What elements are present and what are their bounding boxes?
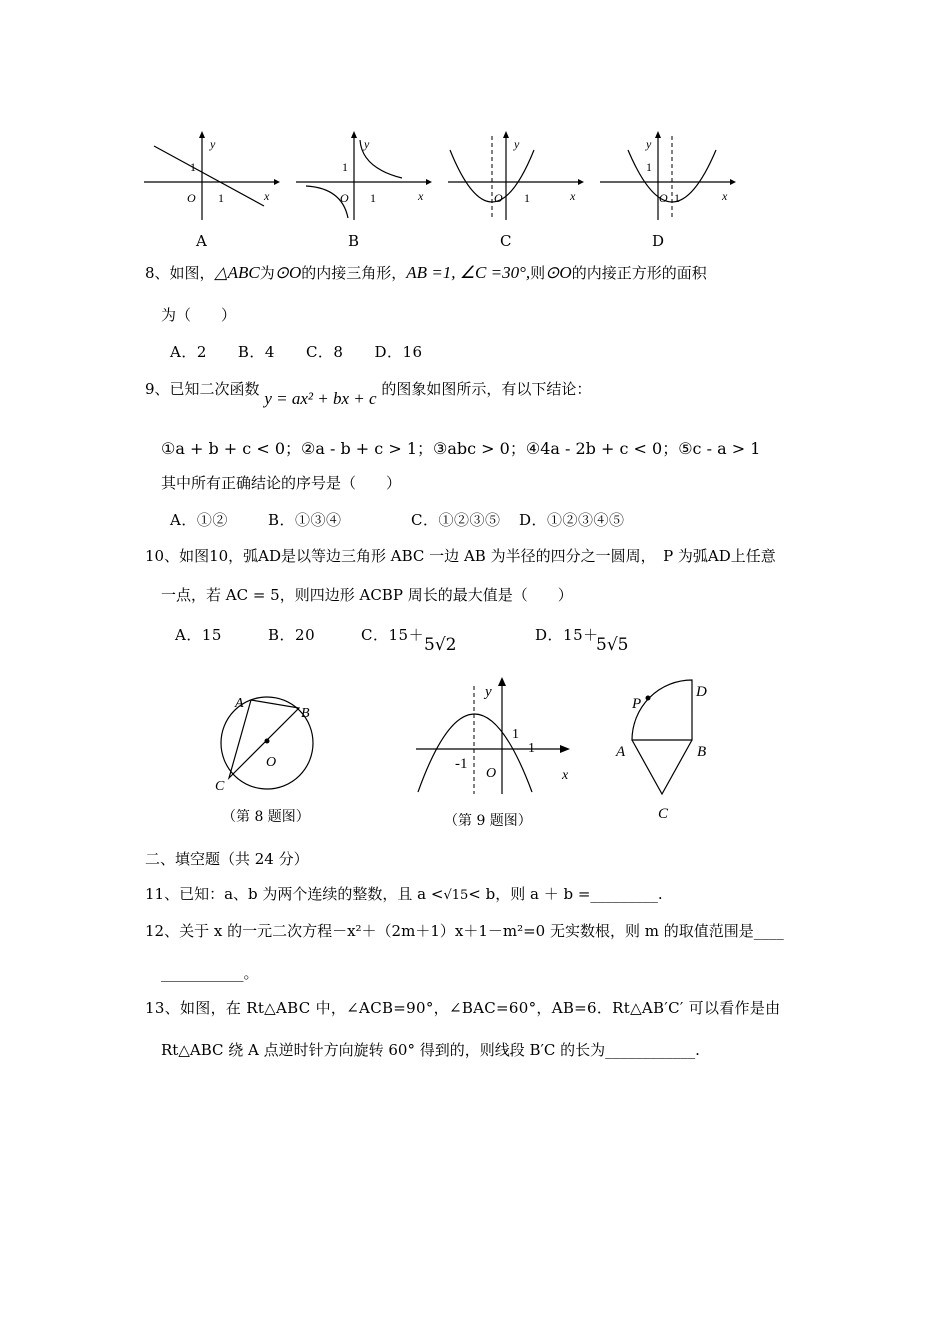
- graph-label-a: A: [196, 232, 207, 250]
- axis-y-label: y: [514, 137, 520, 151]
- q11-text: .: [657, 885, 663, 903]
- question-10-line1: 10、如图10，弧AD是以等边三角形 ABC 一边 AB 为半径的四分之一圆周， P 为弧AD上任意: [145, 547, 776, 565]
- point-c-label: C: [658, 806, 669, 822]
- question-9-option-c: C．①②③⑤: [411, 511, 501, 529]
- graph-label-c: C: [500, 232, 512, 250]
- axis-y-label: y: [210, 137, 216, 151]
- figure-9: [410, 676, 575, 796]
- point-b-label: B: [301, 706, 310, 721]
- question-10-option-c-radical: 5√2: [424, 635, 457, 655]
- q9-text: 的图象如图所示，有以下结论：: [381, 380, 592, 398]
- q11-answer-blank: _________: [590, 885, 658, 903]
- question-11: [145, 883, 663, 904]
- origin-label: O: [659, 191, 668, 205]
- question-8-options: A．2 B．4 C．8 D．16: [170, 343, 423, 361]
- section-2-heading: 二、填空题（共 24 分）: [145, 850, 309, 868]
- q9-text: 9、已知二次函数: [145, 380, 260, 398]
- origin-label: O: [340, 191, 349, 205]
- axis-y-label: y: [646, 137, 652, 151]
- question-13-line2: Rt△ABC 绕 A 点逆时针方向旋转 60° 得到的，则线段 B′C 的长为____________.: [161, 1041, 700, 1059]
- question-10-option-a: A．15: [175, 626, 222, 644]
- q8-text: 则: [530, 264, 546, 282]
- question-10-option-d: D．15＋: [535, 626, 599, 644]
- y-one-label: 1: [190, 160, 196, 174]
- q8-text: 8、如图，: [145, 264, 215, 282]
- x-one-label: 1: [524, 191, 530, 205]
- axis-y-label: y: [364, 137, 370, 151]
- point-a-label: A: [616, 744, 626, 760]
- question-9-option-a: A．①②: [170, 511, 228, 529]
- question-9-line3: 其中所有正确结论的序号是（ ）: [161, 474, 402, 492]
- question-9-option-b: B．①③④: [268, 511, 342, 529]
- q8-triangle: △ABC: [214, 263, 260, 282]
- fig9-y-one-label: 1: [512, 727, 519, 742]
- question-8-line1: [145, 262, 707, 283]
- point-p-label: P: [632, 696, 642, 712]
- q9-function: y = ax² + bx + c: [264, 389, 377, 408]
- origin-label: O: [187, 191, 196, 205]
- point-c-label: C: [215, 779, 225, 794]
- question-9-conclusions: ①a + b + c < 0；②a - b + c > 1；③abc > 0；④4a - 2b + c < 0；⑤c - a > 1: [161, 439, 761, 458]
- question-10-option-c: C．15＋: [361, 626, 425, 644]
- graph-d: [596, 128, 736, 223]
- x-one-label: 1: [370, 191, 376, 205]
- question-10-option-d-radical: 5√5: [596, 635, 629, 655]
- axis-x-label: x: [418, 189, 424, 203]
- point-d-label: D: [696, 684, 707, 700]
- question-9-option-d: D．①②③④⑤: [519, 511, 625, 529]
- x-one-label: 1: [218, 191, 224, 205]
- q8-condition: AB =1, ∠C =30°,: [406, 263, 531, 282]
- q11-radical: √15: [443, 888, 469, 903]
- x-one-label: 1: [674, 191, 680, 205]
- axis-x-label: x: [264, 189, 270, 203]
- axis-x-label: x: [722, 189, 728, 203]
- point-b-label: B: [697, 744, 707, 760]
- graph-b: [292, 128, 432, 223]
- q8-text: 的内接正方形的面积: [571, 264, 707, 282]
- fig9-y-label: y: [485, 684, 492, 700]
- figure-10: [612, 676, 722, 826]
- question-9-line1: [145, 378, 592, 408]
- y-one-label: 1: [646, 160, 652, 174]
- question-8-line2: 为（ ）: [161, 306, 237, 324]
- point-a-label: A: [235, 696, 244, 711]
- fig9-neg-one-label: -1: [455, 756, 468, 772]
- q11-text: < b，则 a ＋ b =: [468, 885, 591, 903]
- figure-9-caption: （第 9 题图）: [444, 813, 532, 829]
- graph-c: [444, 128, 584, 223]
- q8-circle: ⊙O: [545, 263, 572, 282]
- question-12-line2: ___________。: [161, 964, 259, 982]
- origin-label: O: [494, 191, 503, 205]
- question-10-option-b: B．20: [268, 626, 316, 644]
- graph-label-d: D: [652, 232, 665, 250]
- y-one-label: 1: [342, 160, 348, 174]
- fig9-x-one-label: 1: [528, 741, 535, 756]
- fig9-origin-label: O: [486, 766, 497, 781]
- fig9-x-label: x: [562, 768, 569, 783]
- graph-a: [140, 128, 280, 223]
- figure-8: [205, 690, 325, 800]
- q8-circle: ⊙O: [274, 263, 302, 282]
- q8-text: 的内接三角形，: [301, 264, 407, 282]
- axis-x-label: x: [570, 189, 576, 203]
- figure-8-caption: （第 8 题图）: [222, 809, 310, 825]
- center-o-label: O: [266, 755, 277, 770]
- q11-text: 11、已知：a、b 为两个连续的整数，且 a <: [145, 885, 444, 903]
- graph-label-b: B: [348, 232, 360, 250]
- q8-text: 为: [259, 264, 275, 282]
- question-12-line1: 12、关于 x 的一元二次方程－x²＋（2m＋1）x＋1－m²=0 无实数根，则 m 的取值范围是____: [145, 922, 784, 940]
- question-13-line1: 13、如图，在 Rt△ABC 中，∠ACB=90°，∠BAC=60°，AB=6．Rt△AB′C′ 可以看作是由: [145, 999, 781, 1017]
- question-10-line2: 一点，若 AC = 5，则四边形 ACBP 周长的最大值是（ ）: [161, 586, 573, 604]
